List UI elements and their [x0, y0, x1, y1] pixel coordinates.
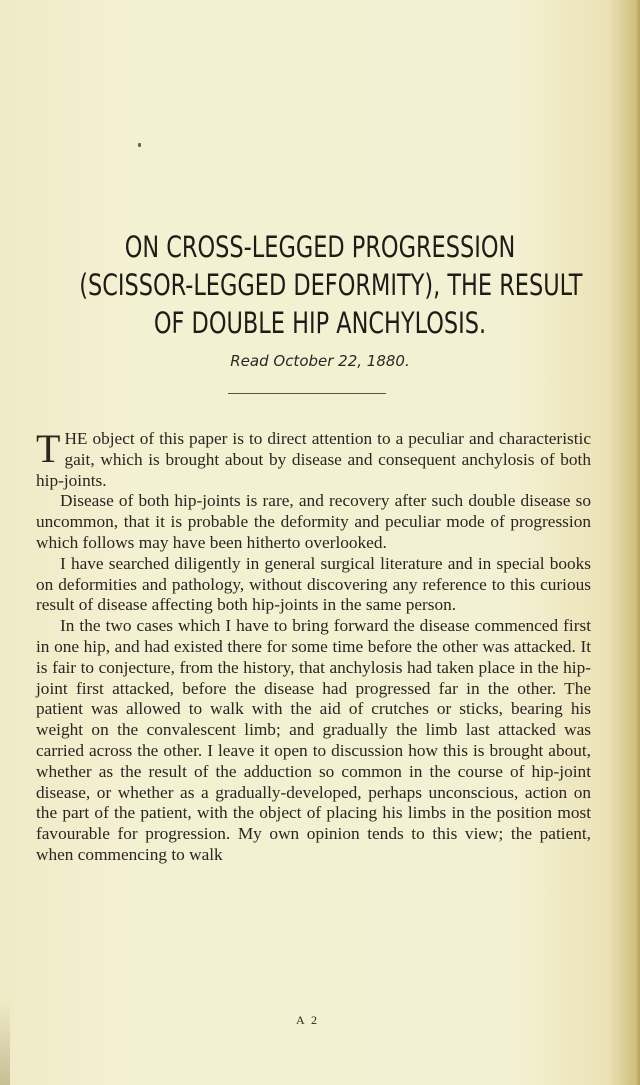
title-line-2: (SCISSOR-LEGGED DEFORMITY), THE RESULT	[79, 268, 583, 302]
paragraph-1-text: HE object of this paper is to direct attention to a peculiar and characteristic gait, which is brought about by disease and consequent anchylosis of both hip-joints.	[36, 429, 591, 490]
page-edge-right	[634, 0, 640, 1085]
section-divider-rule	[228, 393, 386, 394]
article-body	[36, 426, 591, 866]
drop-cap: T	[36, 426, 61, 471]
paragraph-1	[36, 426, 591, 491]
page-edge-left-shadow	[0, 1000, 10, 1085]
title-line-1: ON CROSS-LEGGED PROGRESSION	[124, 230, 516, 264]
paragraph-4: In the two cases which I have to bring forward the disease commenced first in one hip, and had existed there for some time before the other was attacked. It is fair to conjecture, from the history, that anchylosis had taken place in the hip-joint first attacked, before the disease had progressed far in the other. The patient was allowed to walk with the aid of crutches or sticks, bearing his weight on the convalescent limb; and gradually the limb last attacked was carried across the other. I leave it open to discussion how this is brought about, whether as the result of the adduction so common in the course of hip-joint disease, or whether as a gradually-developed, perhaps unconscious, action on the part of the patient, with the object of placing his limbs in the position most favourable for progression. My own opinion tends to this view; the patient, when commencing to walk	[36, 616, 591, 864]
ink-speck	[138, 143, 141, 147]
read-date-subtitle: Read October 22, 1880.	[230, 352, 410, 370]
paragraph-2: Disease of both hip-joints is rare, and recovery after such double disease so uncommon, that it is probable the deformity and peculiar mode of progression which follows may have been hitherto overlooked.	[36, 491, 591, 552]
signature-mark: A 2	[296, 1013, 320, 1027]
title-line-3: OF DOUBLE HIP ANCHYLOSIS.	[153, 306, 487, 340]
paragraph-3: I have searched diligently in general surgical literature and in special books on deformities and pathology, without discovering any reference to this curious result of disease affecting both hip-joints in the same person.	[36, 553, 591, 615]
